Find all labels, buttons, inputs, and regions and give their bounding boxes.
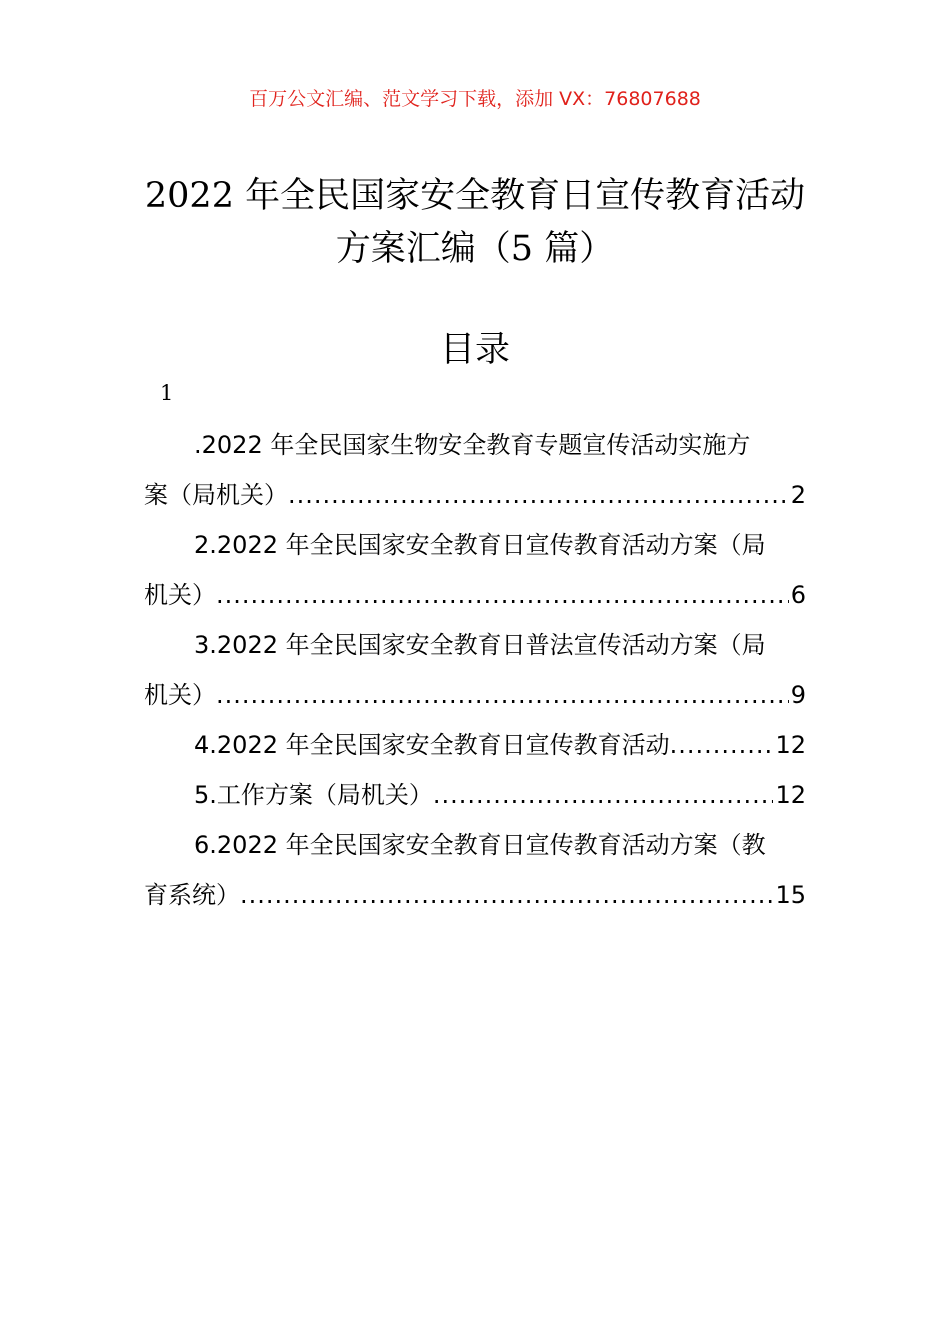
toc-entry-text: 机关） [144, 581, 216, 609]
toc-entry-2-line-2[interactable] [144, 570, 806, 620]
toc-entry-3-line-1[interactable] [144, 620, 806, 670]
toc-page-number: 2 [790, 481, 806, 509]
document-title-line-2: 方案汇编（5 篇） [335, 229, 615, 269]
toc-entry-1-line-1[interactable] [144, 420, 806, 470]
toc-page-number: 15 [775, 881, 806, 909]
toc-entry-text: 育系统） [144, 881, 240, 909]
header-watermark-text: 百万公文汇编、范文学习下载，添加 VX：76807688 [249, 88, 701, 110]
toc-leader-dots [216, 670, 789, 720]
toc-page-number: 6 [790, 581, 806, 609]
toc-entry-text: 2.2022 年全民国家安全教育日宣传教育活动方案（局 [194, 531, 766, 559]
toc-number-marker: 1 [160, 381, 174, 405]
toc-entry-2-line-1[interactable] [144, 520, 806, 570]
toc-heading: 目录 [439, 330, 510, 370]
toc-entry-text: .2022 年全民国家生物安全教育专题宣传活动实施方 [194, 431, 751, 459]
toc-entry-5[interactable] [144, 770, 806, 820]
document-title [100, 170, 850, 276]
toc-leader-dots [433, 770, 774, 820]
toc-entry-text: 4.2022 年全民国家安全教育日宣传教育活动 [194, 731, 670, 759]
toc-entry-6-line-2[interactable] [144, 870, 806, 920]
toc-leader-dots [240, 870, 773, 920]
toc-entry-1-line-2[interactable] [144, 470, 806, 520]
toc-entry-4[interactable] [144, 720, 806, 770]
toc-page-number: 12 [775, 781, 806, 809]
toc-entry-6-line-1[interactable] [144, 820, 806, 870]
toc-entry-text: 6.2022 年全民国家安全教育日宣传教育活动方案（教 [194, 831, 766, 859]
document-title-line-1: 2022 年全民国家安全教育日宣传教育活动 [144, 176, 806, 216]
table-of-contents [144, 420, 806, 920]
toc-entry-text: 5.工作方案（局机关） [194, 781, 433, 809]
toc-leader-dots [670, 720, 774, 770]
toc-page-number: 9 [790, 681, 806, 709]
toc-entry-text: 机关） [144, 681, 216, 709]
toc-entry-text: 案（局机关） [144, 481, 288, 509]
toc-leader-dots [288, 470, 789, 520]
toc-entry-3-line-2[interactable] [144, 670, 806, 720]
toc-entry-text: 3.2022 年全民国家安全教育日普法宣传活动方案（局 [194, 631, 766, 659]
toc-page-number: 12 [775, 731, 806, 759]
toc-leader-dots [216, 570, 789, 620]
